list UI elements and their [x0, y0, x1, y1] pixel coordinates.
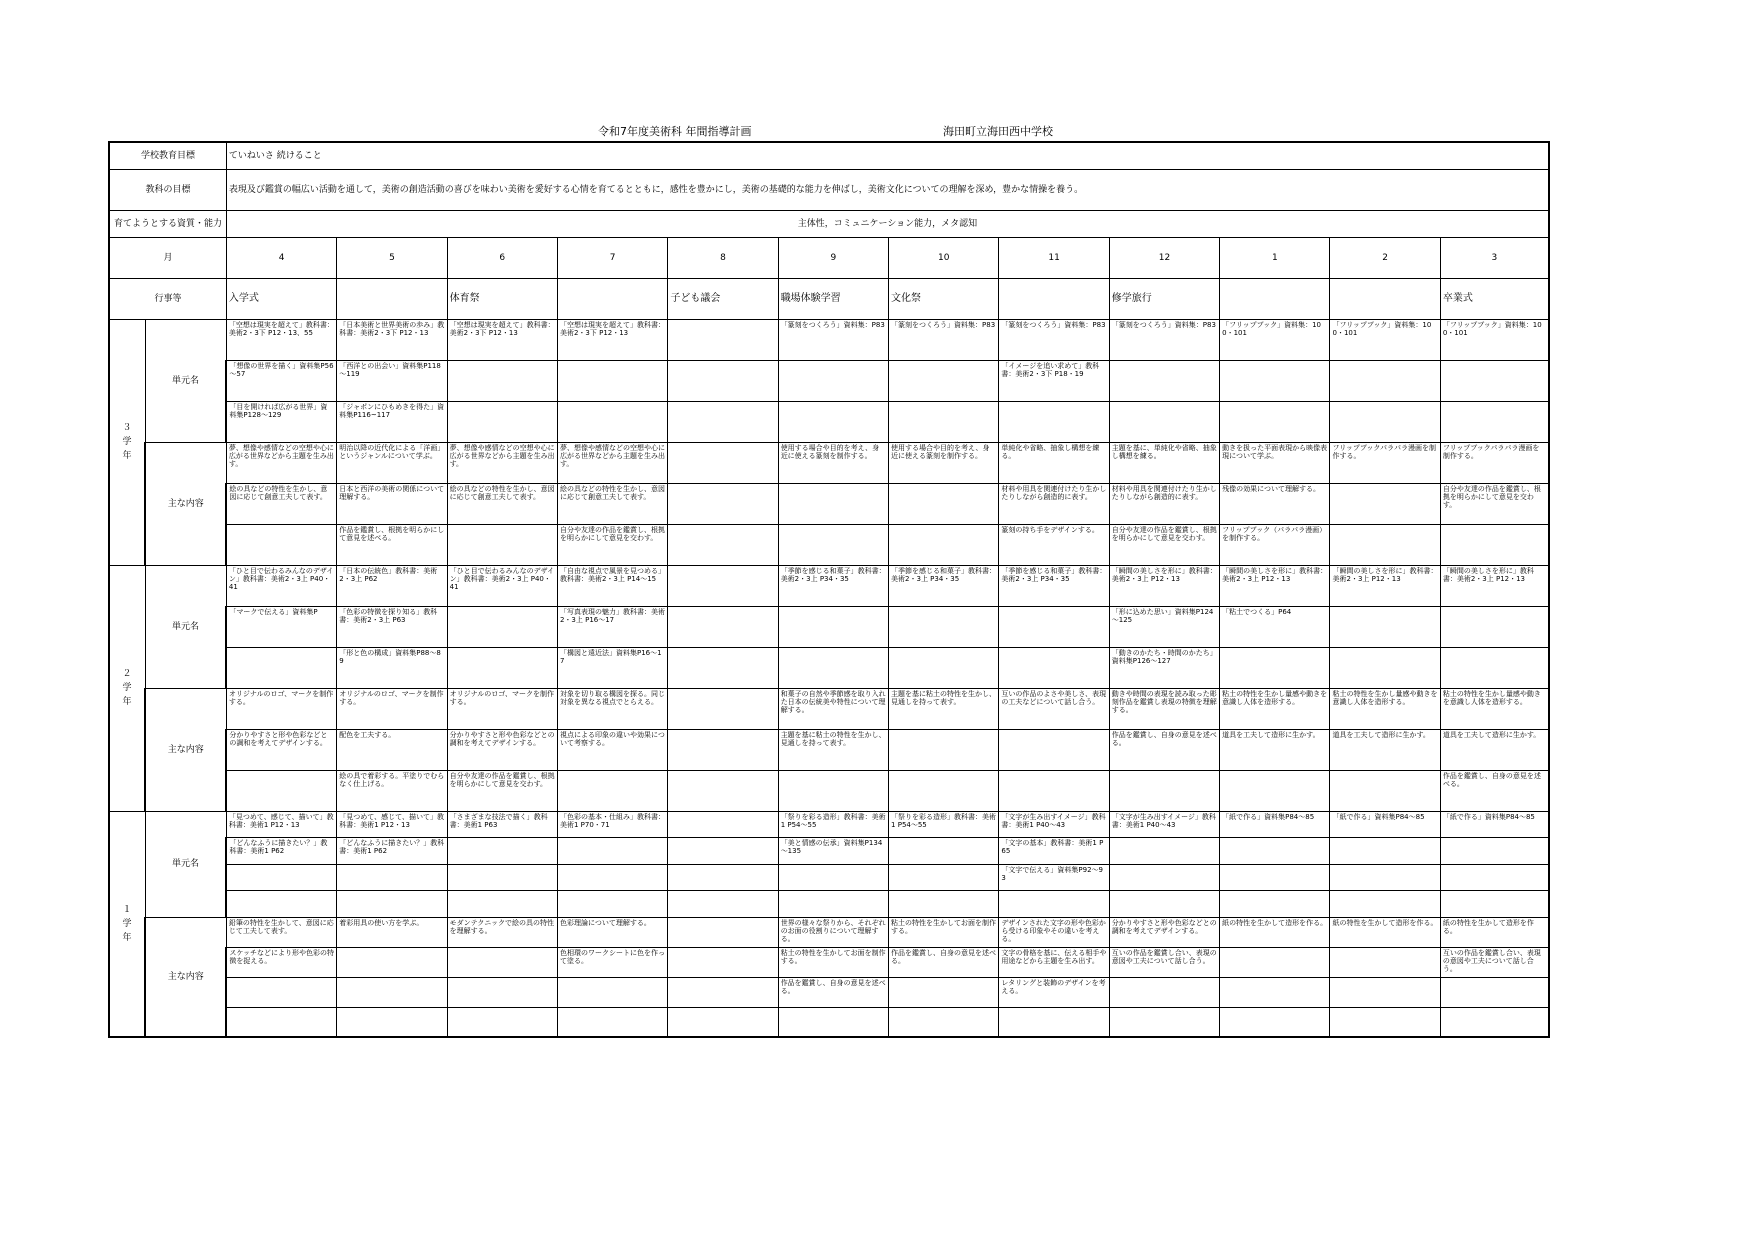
content-cell: 単純化や省略、抽象し構想を練る。 [999, 442, 1109, 483]
event-cell: 職場体験学習 [778, 278, 888, 319]
unit-cell [889, 647, 999, 688]
unit-cell [668, 811, 778, 838]
unit-cell: 「どんなふうに描きたい？」教科書：美術1 P62 [337, 838, 447, 865]
unit-cell [999, 891, 1109, 918]
content-cell [557, 1007, 667, 1037]
unit-cell [1109, 891, 1219, 918]
event-cell: 文化祭 [889, 278, 999, 319]
unit-cell [778, 864, 888, 891]
content-cell [889, 770, 999, 811]
unit-cell [1330, 360, 1440, 401]
unit-cell [1220, 360, 1330, 401]
unit-cell [668, 360, 778, 401]
unit-cell: 「篆刻をつくろう」資料集：P83 [778, 319, 888, 360]
content-cell [1330, 947, 1440, 977]
unit-cell: 「日本の伝統色」教科書：美術2・3上 P62 [337, 565, 447, 606]
content-cell: 紙の特性を生かして造形を作る。 [1330, 917, 1440, 947]
unit-cell [447, 647, 557, 688]
content-cell: 鉛筆の特性を生かして、意図に応じて工夫して表す。 [226, 917, 336, 947]
content-cell [889, 729, 999, 770]
content-cell [668, 524, 778, 565]
unit-cell [778, 360, 888, 401]
content-cell: 粘土の特性を生かし量感や動きを意識し人体を造形する。 [1330, 688, 1440, 729]
unit-cell [447, 891, 557, 918]
content-cell: 粘土の特性を生かし量感や動きを意識し人体を造形する。 [1220, 688, 1330, 729]
unit-cell [999, 606, 1109, 647]
unit-cell: 「美と情感の伝承」資料集P134～135 [778, 838, 888, 865]
content-cell: スケッチなどにより形や色彩の特徴を捉える。 [226, 947, 336, 977]
content-cell: 明治以降の近代化による「洋画」というジャンルについて学ぶ。 [337, 442, 447, 483]
content-cell [778, 770, 888, 811]
content-cell: 作品を鑑賞し、根拠を明らかにして意見を述べる。 [337, 524, 447, 565]
content-cell: 互いの作品を鑑賞し合い、表現の意図や工夫について話し合う。 [1440, 947, 1549, 977]
content-cell: 分かりやすさと形や色彩などとの調和を考えてデザインする。 [1109, 917, 1219, 947]
grade-label-char: 年 [122, 451, 132, 461]
content-cell: 絵の具などの特性を生かし、意図に応じて創意工夫して表す。 [557, 483, 667, 524]
month-cell: 6 [447, 237, 557, 278]
unit-cell: 「紙で作る」資料集P84～85 [1330, 811, 1440, 838]
unit-cell: 「篆刻をつくろう」資料集：P83 [1109, 319, 1219, 360]
unit-cell: 「形と色の構成」資料集P88～89 [337, 647, 447, 688]
unit-cell: 「動きのかたち・時間のかたち」資料集P126～127 [1109, 647, 1219, 688]
content-cell: 主題を基に粘土の特性を生かし、見通しを持って表す。 [889, 688, 999, 729]
event-cell [1220, 278, 1330, 319]
content-cell: 自分や友達の作品を鑑賞し、根拠を明らかにして意見を交わす。 [557, 524, 667, 565]
content-cell: 作品を鑑賞し、自身の意見を述べる。 [889, 947, 999, 977]
unit-cell [557, 360, 667, 401]
unit-cell [1440, 864, 1549, 891]
unit-cell [999, 647, 1109, 688]
unit-cell [1440, 647, 1549, 688]
school-goal-label: 学校教育目標 [109, 142, 226, 169]
events-label: 行事等 [109, 278, 226, 319]
month-label: 月 [109, 237, 226, 278]
content-cell: 材料や用具を関連付けたり生かしたりしながら創造的に表す。 [999, 483, 1109, 524]
content-cell [668, 729, 778, 770]
content-cell [1330, 483, 1440, 524]
unit-cell [889, 606, 999, 647]
month-cell: 7 [557, 237, 667, 278]
unit-cell: 「色彩の特徴を探り知る」教科書：美術2・3上 P63 [337, 606, 447, 647]
content-cell [668, 917, 778, 947]
content-cell: 分かりやすさと形や色彩などとの調和を考えてデザインする。 [447, 729, 557, 770]
content-cell: 主題を基に粘土の特性を生かし、見通しを持って表す。 [778, 729, 888, 770]
grade-label-char: １ [122, 904, 132, 915]
content-label: 主な内容 [145, 688, 226, 811]
unit-cell [1440, 838, 1549, 865]
school-name: 海田町立海田西中学校 [943, 125, 1053, 138]
unit-cell: 「見つめて、感じて、描いて」教科書：美術1 P12・13 [337, 811, 447, 838]
content-cell [999, 729, 1109, 770]
content-cell: 夢、想像や感情などの空想や心に広がる世界などから主題を生み出す。 [557, 442, 667, 483]
unit-cell: 「季節を感じる和菓子」教科書：美術2・3上 P34・35 [889, 565, 999, 606]
content-cell [1330, 770, 1440, 811]
unit-cell: 「空想は現実を超えて」教科書：美術2・3下 P12・13、55 [226, 319, 336, 360]
grade-label-char: ２ [122, 669, 132, 679]
content-cell: 作品を鑑賞し、自身の意見を述べる。 [1440, 770, 1549, 811]
content-cell: デザインされた文字の形や色彩から受ける印象やその違いを考える。 [999, 917, 1109, 947]
unit-cell: 「見つめて、感じて、描いて」教科書：美術1 P12・13 [226, 811, 336, 838]
content-cell [1440, 524, 1549, 565]
content-cell: 自分や友達の作品を鑑賞し、根拠を明らかにして意見を交わす。 [1109, 524, 1219, 565]
subject-goal-text: 表現及び鑑賞の幅広い活動を通して，美術の創造活動の喜びを味わい美術を愛好する心情を育てるとともに，感性を豊かにし，美術の基礎的な能力を伸ばし，美術文化についての理解を深め，豊かな情操を養う。 [226, 169, 1549, 210]
unit-cell [1330, 864, 1440, 891]
grade-label [109, 565, 145, 811]
subject-goal-label: 教科の目標 [109, 169, 226, 210]
unit-cell: 「写真表現の魅力」教科書：美術2・3上 P16～17 [557, 606, 667, 647]
unit-cell [1220, 647, 1330, 688]
unit-cell: 「ひと目で伝わるみんなのデザイン」教科書：美術2・3上 P40・41 [447, 565, 557, 606]
unit-cell: 「祭りを彩る造形」教科書：美術1 P54～55 [889, 811, 999, 838]
unit-cell [668, 401, 778, 442]
unit-cell: 「マークで伝える」資料集P [226, 606, 336, 647]
content-cell: 道具を工夫して造形に生かす。 [1220, 729, 1330, 770]
unit-cell [1220, 401, 1330, 442]
content-cell [1220, 1007, 1330, 1037]
unit-cell: 「フリップブック」資料集：100・101 [1220, 319, 1330, 360]
content-cell: 分かりやすさと形や色彩などとの調和を考えてデザインする。 [226, 729, 336, 770]
unit-cell: 「瞬間の美しさを形に」教科書：美術2・3上 P12・13 [1440, 565, 1549, 606]
abilities-label: 育てようとする資質・能力 [109, 210, 226, 237]
unit-cell [447, 401, 557, 442]
unit-cell [557, 401, 667, 442]
content-cell: 使用する場合や目的を考え、身近に使える篆刻を制作する。 [778, 442, 888, 483]
content-cell: 粘土の特性を生かし量感や動きを意識し人体を造形する。 [1440, 688, 1549, 729]
content-cell: 使用する場合や目的を考え、身近に使える篆刻を制作する。 [889, 442, 999, 483]
content-cell [226, 524, 336, 565]
content-cell: 互いの作品を鑑賞し合い、表現の意図や工夫について話し合う。 [1109, 947, 1219, 977]
content-cell: 主題を基に、単純化や省略、抽象し構想を練る。 [1109, 442, 1219, 483]
unit-cell [1109, 838, 1219, 865]
unit-cell [226, 864, 336, 891]
content-cell [447, 1007, 557, 1037]
content-cell [557, 977, 667, 1007]
content-cell: 着彩用具の使い方を学ぶ。 [337, 917, 447, 947]
unit-cell [1109, 360, 1219, 401]
unit-cell [447, 864, 557, 891]
content-label: 主な内容 [145, 442, 226, 565]
unit-cell: 「瞬間の美しさを形に」教科書：美術2・3上 P12・13 [1109, 565, 1219, 606]
content-cell [1220, 770, 1330, 811]
unit-cell [1330, 606, 1440, 647]
unit-cell: 「ジャポンにひもめきを得た」資料集P116~117 [337, 401, 447, 442]
unit-label: 単元名 [145, 565, 226, 688]
content-cell: 篆刻の持ち手をデザインする。 [999, 524, 1109, 565]
content-cell: 絵の具で着彩する。平塗りでむらなく仕上げる。 [337, 770, 447, 811]
content-cell: オリジナルのロゴ、マークを制作する。 [226, 688, 336, 729]
unit-cell [668, 838, 778, 865]
unit-cell [999, 401, 1109, 442]
content-cell [668, 977, 778, 1007]
content-cell [668, 1007, 778, 1037]
unit-cell [447, 838, 557, 865]
unit-cell [668, 319, 778, 360]
content-cell: 絵の具などの特性を生かし、意図に応じて創意工夫して表す。 [226, 483, 336, 524]
unit-cell: 「西洋との出会い」資料集P118～119 [337, 360, 447, 401]
content-cell: フリップブックパラパラ漫画を制作する。 [1440, 442, 1549, 483]
unit-cell [1109, 864, 1219, 891]
unit-cell [1220, 864, 1330, 891]
unit-cell [447, 606, 557, 647]
content-cell [668, 483, 778, 524]
event-cell [557, 278, 667, 319]
unit-cell [1440, 606, 1549, 647]
month-cell: 5 [337, 237, 447, 278]
unit-cell [668, 606, 778, 647]
grade-label-char: 学 [122, 918, 132, 929]
unit-cell [889, 891, 999, 918]
unit-cell [557, 891, 667, 918]
unit-cell: 「篆刻をつくろう」資料集：P83 [999, 319, 1109, 360]
content-cell: 紙の特性を生かして造形を作る。 [1220, 917, 1330, 947]
content-cell: 道具を工夫して造形に生かす。 [1440, 729, 1549, 770]
unit-cell: 「イメージを追い求めて」教科書：美術2・3下 P18・19 [999, 360, 1109, 401]
unit-cell: 「日本美術と世界美術の歩み」教科書：美術2・3下 P12・13 [337, 319, 447, 360]
event-cell: 子ども議会 [668, 278, 778, 319]
content-cell: フリップブック（パラパラ漫画）を制作する。 [1220, 524, 1330, 565]
grade-label-char: 学 [122, 437, 132, 447]
content-cell: レタリングと装飾のデザインを考える。 [999, 977, 1109, 1007]
content-cell [668, 688, 778, 729]
unit-cell [1330, 647, 1440, 688]
unit-cell: 「瞬間の美しさを形に」教科書：美術2・3上 P12・13 [1220, 565, 1330, 606]
unit-cell [337, 891, 447, 918]
content-cell: 文字の骨格を基に、伝える相手や用途などから主題を生み出す。 [999, 947, 1109, 977]
content-cell [226, 1007, 336, 1037]
content-cell [226, 977, 336, 1007]
unit-cell [1220, 838, 1330, 865]
unit-cell [668, 864, 778, 891]
content-cell: 自分や友達の作品を鑑賞し、根拠を明らかにして意見を交わす。 [1440, 483, 1549, 524]
unit-cell [1109, 401, 1219, 442]
content-cell: 配色を工夫する。 [337, 729, 447, 770]
unit-cell [557, 838, 667, 865]
event-cell: 体育祭 [447, 278, 557, 319]
annual-plan-table [108, 141, 1550, 1038]
content-cell [337, 977, 447, 1007]
unit-cell: 「自由な視点で風景を見つめる」教科書：美術2・3上 P14～15 [557, 565, 667, 606]
content-cell: 夢、想像や感情などの空想や心に広がる世界などから主題を生み出す。 [447, 442, 557, 483]
unit-cell: 「目を開けれぱ広がる世界」資料集P128～129 [226, 401, 336, 442]
month-cell: 2 [1330, 237, 1440, 278]
content-cell: 粘土の特性を生かしてお面を制作する。 [889, 917, 999, 947]
content-cell: 色彩理論について理解する。 [557, 917, 667, 947]
unit-cell [889, 360, 999, 401]
content-cell [1220, 977, 1330, 1007]
unit-cell [778, 891, 888, 918]
month-cell: 3 [1440, 237, 1549, 278]
unit-cell [889, 838, 999, 865]
unit-cell [1330, 838, 1440, 865]
content-cell [1330, 1007, 1440, 1037]
grade-label-char: 年 [122, 932, 132, 943]
month-cell: 4 [226, 237, 336, 278]
unit-cell: 「形に込めた思い」資料集P124～125 [1109, 606, 1219, 647]
content-cell [999, 770, 1109, 811]
unit-cell [778, 606, 888, 647]
grade-label-char: 学 [122, 683, 132, 693]
content-cell [447, 524, 557, 565]
content-cell [1440, 1007, 1549, 1037]
content-cell [447, 947, 557, 977]
content-cell [1109, 770, 1219, 811]
content-cell [557, 770, 667, 811]
unit-cell [778, 647, 888, 688]
unit-cell [1440, 360, 1549, 401]
unit-cell [668, 647, 778, 688]
unit-cell [668, 565, 778, 606]
content-cell [889, 524, 999, 565]
grade-label [109, 319, 145, 565]
month-cell: 1 [1220, 237, 1330, 278]
content-cell [668, 770, 778, 811]
content-cell [668, 947, 778, 977]
content-cell [999, 1007, 1109, 1037]
content-cell [668, 442, 778, 483]
unit-cell: 「文字が生み出すイメージ」教科書：美術1 P40～43 [999, 811, 1109, 838]
unit-cell: 「どんなふうに描きたい？」教科書：美術1 P62 [226, 838, 336, 865]
content-cell [1330, 977, 1440, 1007]
unit-cell: 「紙で作る」資料集P84～85 [1220, 811, 1330, 838]
content-cell: 世界の様々な祭りから、それぞれのお面の役割りについて理解する。 [778, 917, 888, 947]
unit-cell: 「色彩の基本・仕組み」教科書：美術1 P70・71 [557, 811, 667, 838]
content-cell [226, 770, 336, 811]
content-cell: 紙の特性を生かして造形を作る。 [1440, 917, 1549, 947]
content-cell: 視点による印象の違いや効果について考察する。 [557, 729, 667, 770]
unit-cell [337, 864, 447, 891]
unit-cell [226, 647, 336, 688]
month-cell: 12 [1109, 237, 1219, 278]
content-cell: 色相環のワークシートに色を作って塗る。 [557, 947, 667, 977]
content-cell [778, 524, 888, 565]
content-cell [778, 483, 888, 524]
content-cell: 作品を鑑賞し、自身の意見を述べる。 [1109, 729, 1219, 770]
content-cell: 和菓子の自然や季節感を取り入れた日本の伝統美や特性について理解する。 [778, 688, 888, 729]
unit-cell [889, 401, 999, 442]
event-cell [1330, 278, 1440, 319]
unit-cell [1330, 401, 1440, 442]
unit-cell: 「粘土でつくる」P64 [1220, 606, 1330, 647]
content-cell: フリップブックパラパラ漫画を制作する。 [1330, 442, 1440, 483]
content-cell [447, 977, 557, 1007]
unit-cell [889, 864, 999, 891]
unit-cell: 「空想は現実を超えて」教科書：美術2・3下 P12・13 [447, 319, 557, 360]
unit-cell: 「想像の世界を描く」資料集P56～57 [226, 360, 336, 401]
unit-cell: 「季節を感じる和菓子」教科書：美術2・3上 P34・35 [999, 565, 1109, 606]
event-cell [999, 278, 1109, 319]
page-title: 令和7年度美術科 年間指導計画 [598, 125, 752, 138]
month-cell: 9 [778, 237, 888, 278]
content-cell [778, 1007, 888, 1037]
content-cell [1109, 977, 1219, 1007]
month-cell: 10 [889, 237, 999, 278]
content-cell [889, 483, 999, 524]
unit-cell [1330, 891, 1440, 918]
unit-cell [1440, 401, 1549, 442]
content-cell: 道具を工夫して造形に生かす。 [1330, 729, 1440, 770]
unit-cell [226, 891, 336, 918]
content-cell: 互いの作品のよさや美しさ、表現の工夫などについて話し合う。 [999, 688, 1109, 729]
unit-cell [1440, 891, 1549, 918]
content-cell: 動きや時間の表現を読み取った彫刻作品を鑑賞し表現の特徴を理解する。 [1109, 688, 1219, 729]
event-cell: 修学旅行 [1109, 278, 1219, 319]
content-cell [1220, 947, 1330, 977]
unit-cell: 「構図と遠近法」資料集P16～17 [557, 647, 667, 688]
unit-cell: 「フリップブック」資料集：100・101 [1440, 319, 1549, 360]
grade-label [109, 811, 145, 1037]
content-cell: 粘土の特性を生かしてお面を制作する。 [778, 947, 888, 977]
content-cell: 絵の具などの特性を生かし、意図に応じて創意工夫して表す。 [447, 483, 557, 524]
content-cell: 材料や用具を関連付けたり生かしたりしながら創造的に表す。 [1109, 483, 1219, 524]
unit-cell [557, 864, 667, 891]
content-cell [337, 947, 447, 977]
event-cell [337, 278, 447, 319]
event-cell: 卒業式 [1440, 278, 1549, 319]
content-cell: 残像の効果について理解する。 [1220, 483, 1330, 524]
content-cell [1440, 977, 1549, 1007]
unit-cell [447, 360, 557, 401]
unit-cell [778, 401, 888, 442]
unit-label: 単元名 [145, 319, 226, 442]
content-cell [1330, 524, 1440, 565]
unit-cell: 「文字が生み出すイメージ」教科書：美術1 P40～43 [1109, 811, 1219, 838]
content-cell: モダンテクニックで絵の具の特性を理解する。 [447, 917, 557, 947]
month-cell: 8 [668, 237, 778, 278]
unit-label: 単元名 [145, 811, 226, 917]
content-cell: 作品を鑑賞し、自身の意見を述べる。 [778, 977, 888, 1007]
content-cell: オリジナルのロゴ、マークを制作する。 [447, 688, 557, 729]
unit-cell: 「篆刻をつくろう」資料集：P83 [889, 319, 999, 360]
content-cell [337, 1007, 447, 1037]
abilities-text: 主体性，コミュニケーション能力，メタ認知 [226, 210, 1549, 237]
unit-cell: 「文字の基本」教科書：美術1 P65 [999, 838, 1109, 865]
content-cell: オリジナルのロゴ、マークを制作する。 [337, 688, 447, 729]
content-cell [1109, 1007, 1219, 1037]
unit-cell: 「祭りを彩る造形」教科書：美術1 P54～55 [778, 811, 888, 838]
content-cell [889, 977, 999, 1007]
grade-label-char: ３ [122, 423, 132, 433]
unit-cell: 「紙で作る」資料集P84～85 [1440, 811, 1549, 838]
unit-cell: 「さまざまな技法で描く」教科書：美術1 P63 [447, 811, 557, 838]
unit-cell: 「季節を感じる和菓子」教科書：美術2・3上 P34・35 [778, 565, 888, 606]
content-cell: 対象を切り取る構図を探る。同じ対象を異なる視点でとらえる。 [557, 688, 667, 729]
event-cell: 入学式 [226, 278, 336, 319]
unit-cell [1220, 891, 1330, 918]
unit-cell: 「フリップブック」資料集：100・101 [1330, 319, 1440, 360]
unit-cell: 「ひと目で伝わるみんなのデザイン」教科書：美術2・3上 P40・41 [226, 565, 336, 606]
school-goal-text: ていねいさ 続けること [226, 142, 1549, 169]
unit-cell: 「空想は現実を超えて」教科書：美術2・3下 P12・13 [557, 319, 667, 360]
unit-cell: 「文字で伝える」資料集P92～93 [999, 864, 1109, 891]
content-cell: 自分や友達の作品を鑑賞し、根拠を明らかにして意見を交わす。 [447, 770, 557, 811]
content-label: 主な内容 [145, 917, 226, 1037]
content-cell: 夢、想像や感情などの空想や心に広がる世界などから主題を生み出す。 [226, 442, 336, 483]
content-cell: 動きを扱った平面表現から映像表現について学ぶ。 [1220, 442, 1330, 483]
unit-cell [668, 891, 778, 918]
grade-label-char: 年 [122, 697, 132, 707]
month-cell: 11 [999, 237, 1109, 278]
content-cell [889, 1007, 999, 1037]
unit-cell: 「瞬間の美しさを形に」教科書：美術2・3上 P12・13 [1330, 565, 1440, 606]
content-cell: 日本と西洋の美術の関係について理解する。 [337, 483, 447, 524]
